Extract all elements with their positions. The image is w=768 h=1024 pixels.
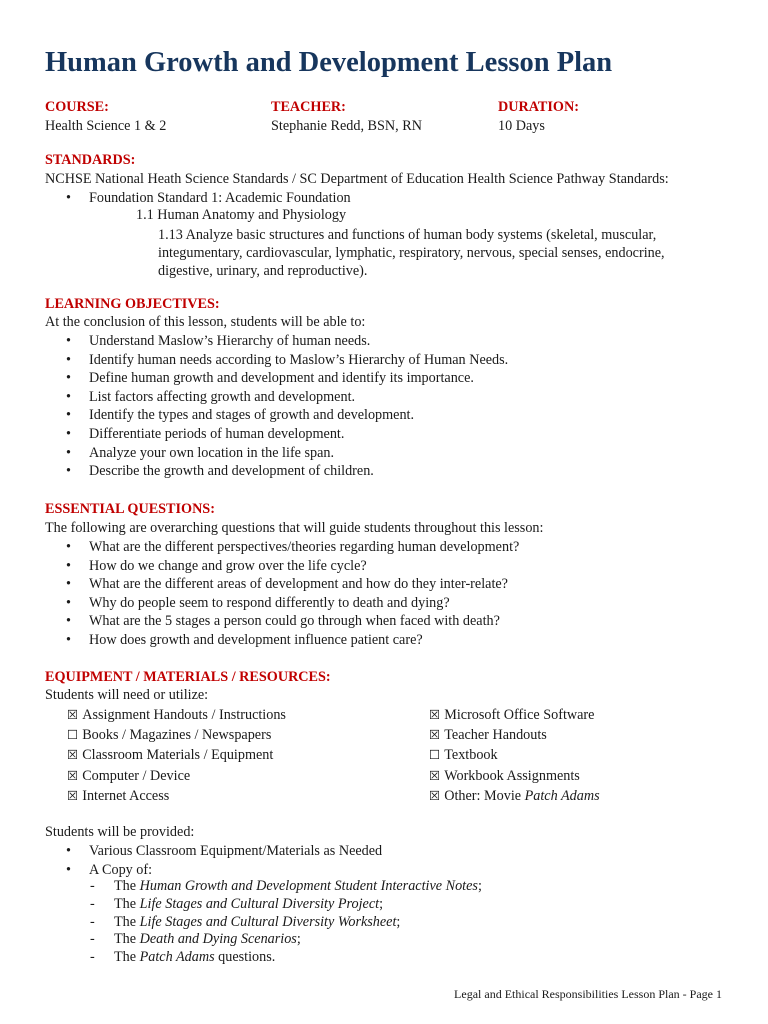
checkbox-icon[interactable]: ☐ [429,747,441,762]
list-item: • Identify the types and stages of growth and development. [62,406,508,425]
copies-list [88,878,482,967]
list-item: • Define human growth and development and identify its importance. [62,369,508,388]
list-item: • What are the 5 stages a person could go through when faced with death? [62,612,519,631]
teacher-label: TEACHER: [271,99,346,115]
checklist-item [429,767,580,785]
provided-list [62,842,382,879]
checklist-label: Assignment Handouts / Instructions [82,707,286,723]
objectives-intro: At the conclusion of this lesson, students will be able to: [45,314,366,330]
checklist-label: Teacher Handouts [444,727,547,743]
list-item: • Various Classroom Equipment/Materials as Needed [62,842,382,861]
list-item: • Differentiate periods of human development. [62,425,508,444]
list-item: • Understand Maslow’s Hierarchy of human needs. [62,332,508,351]
checkbox-icon[interactable]: ☒ [429,707,441,722]
checklist-label: Books / Magazines / Newspapers [82,727,272,743]
list-item: • List factors affecting growth and development. [62,388,508,407]
course-label: COURSE: [45,99,109,115]
teacher-value: Stephanie Redd, BSN, RN [271,118,422,134]
checklist-item [429,726,547,744]
standards-heading: STANDARDS: [45,152,136,168]
standards-sub: 1.1 Human Anatomy and Physiology [136,207,347,223]
list-item: - The Life Stages and Cultural Diversity Worksheet; [88,914,482,932]
checkbox-icon[interactable]: ☐ [67,727,79,742]
checklist-label: Other: Movie [444,788,525,804]
list-item: • Foundation Standard 1: Academic Foundation [62,189,351,208]
checklist-item [429,787,600,805]
list-item: • Describe the growth and development of children. [62,462,508,481]
page-footer: Legal and Ethical Responsibilities Lesson Plan - Page 1 [454,987,722,1001]
objectives-list [62,332,508,481]
checkbox-icon[interactable]: ☒ [429,768,441,783]
checklist-item [429,706,594,724]
checklist-item [67,767,190,785]
checklist-label: Workbook Assignments [444,768,580,784]
standards-detail: 1.13 Analyze basic structures and functions of human body systems (skeletal, muscular, integumentary, cardiovascular, lymphatic, respiratory, nervous, special senses, endocrine, digestive, urinary, and reproductive). [158,227,665,279]
checklist-item [429,746,498,764]
checklist-label: Classroom Materials / Equipment [82,747,274,763]
checklist-label: Textbook [444,747,498,763]
list-item: - The Human Growth and Development Student Interactive Notes; [88,878,482,896]
checklist-label: Microsoft Office Software [444,707,595,723]
checklist-item [67,746,273,764]
checkbox-icon[interactable]: ☒ [67,747,79,762]
list-item: • How do we change and grow over the life cycle? [62,557,519,576]
standards-intro: NCHSE National Heath Science Standards / SC Department of Education Health Science Pathway Standards: [45,171,669,187]
duration-label: DURATION: [498,99,579,115]
checkbox-icon[interactable]: ☒ [429,788,441,803]
course-value: Health Science 1 & 2 [45,118,167,134]
questions-intro: The following are overarching questions that will guide students throughout this lesson: [45,520,544,536]
list-item: • How does growth and development influence patient care? [62,631,519,650]
checklist-label: Computer / Device [82,768,191,784]
movie-title: Patch Adams [524,788,600,804]
questions-heading: ESSENTIAL QUESTIONS: [45,501,215,517]
equipment-intro: Students will need or utilize: [45,687,209,703]
list-item: • A Copy of: [62,861,382,880]
list-item: - The Patch Adams questions. [88,949,482,967]
checkbox-icon[interactable]: ☒ [67,788,79,803]
checkbox-icon[interactable]: ☒ [67,707,79,722]
provided-intro: Students will be provided: [45,824,195,840]
checklist-label: Internet Access [82,788,170,804]
checkbox-icon[interactable]: ☒ [67,768,79,783]
list-item: - The Death and Dying Scenarios; [88,931,482,949]
checklist-item [67,787,169,805]
list-item: • Analyze your own location in the life span. [62,444,508,463]
checkbox-icon[interactable]: ☒ [429,727,441,742]
page-title: Human Growth and Development Lesson Plan [45,47,613,78]
duration-value: 10 Days [498,118,545,134]
list-item: • Identify human needs according to Maslow’s Hierarchy of Human Needs. [62,351,508,370]
questions-list [62,538,519,650]
list-item: • Why do people seem to respond differently to death and dying? [62,594,519,613]
list-item: • What are the different perspectives/theories regarding human development? [62,538,519,557]
list-item: - The Life Stages and Cultural Diversity Project; [88,896,482,914]
checklist-item [67,726,271,744]
equipment-heading: EQUIPMENT / MATERIALS / RESOURCES: [45,669,331,685]
checklist-item [67,706,286,724]
objectives-heading: LEARNING OBJECTIVES: [45,296,220,312]
list-item: • What are the different areas of development and how do they inter-relate? [62,575,519,594]
standards-list [62,189,351,208]
